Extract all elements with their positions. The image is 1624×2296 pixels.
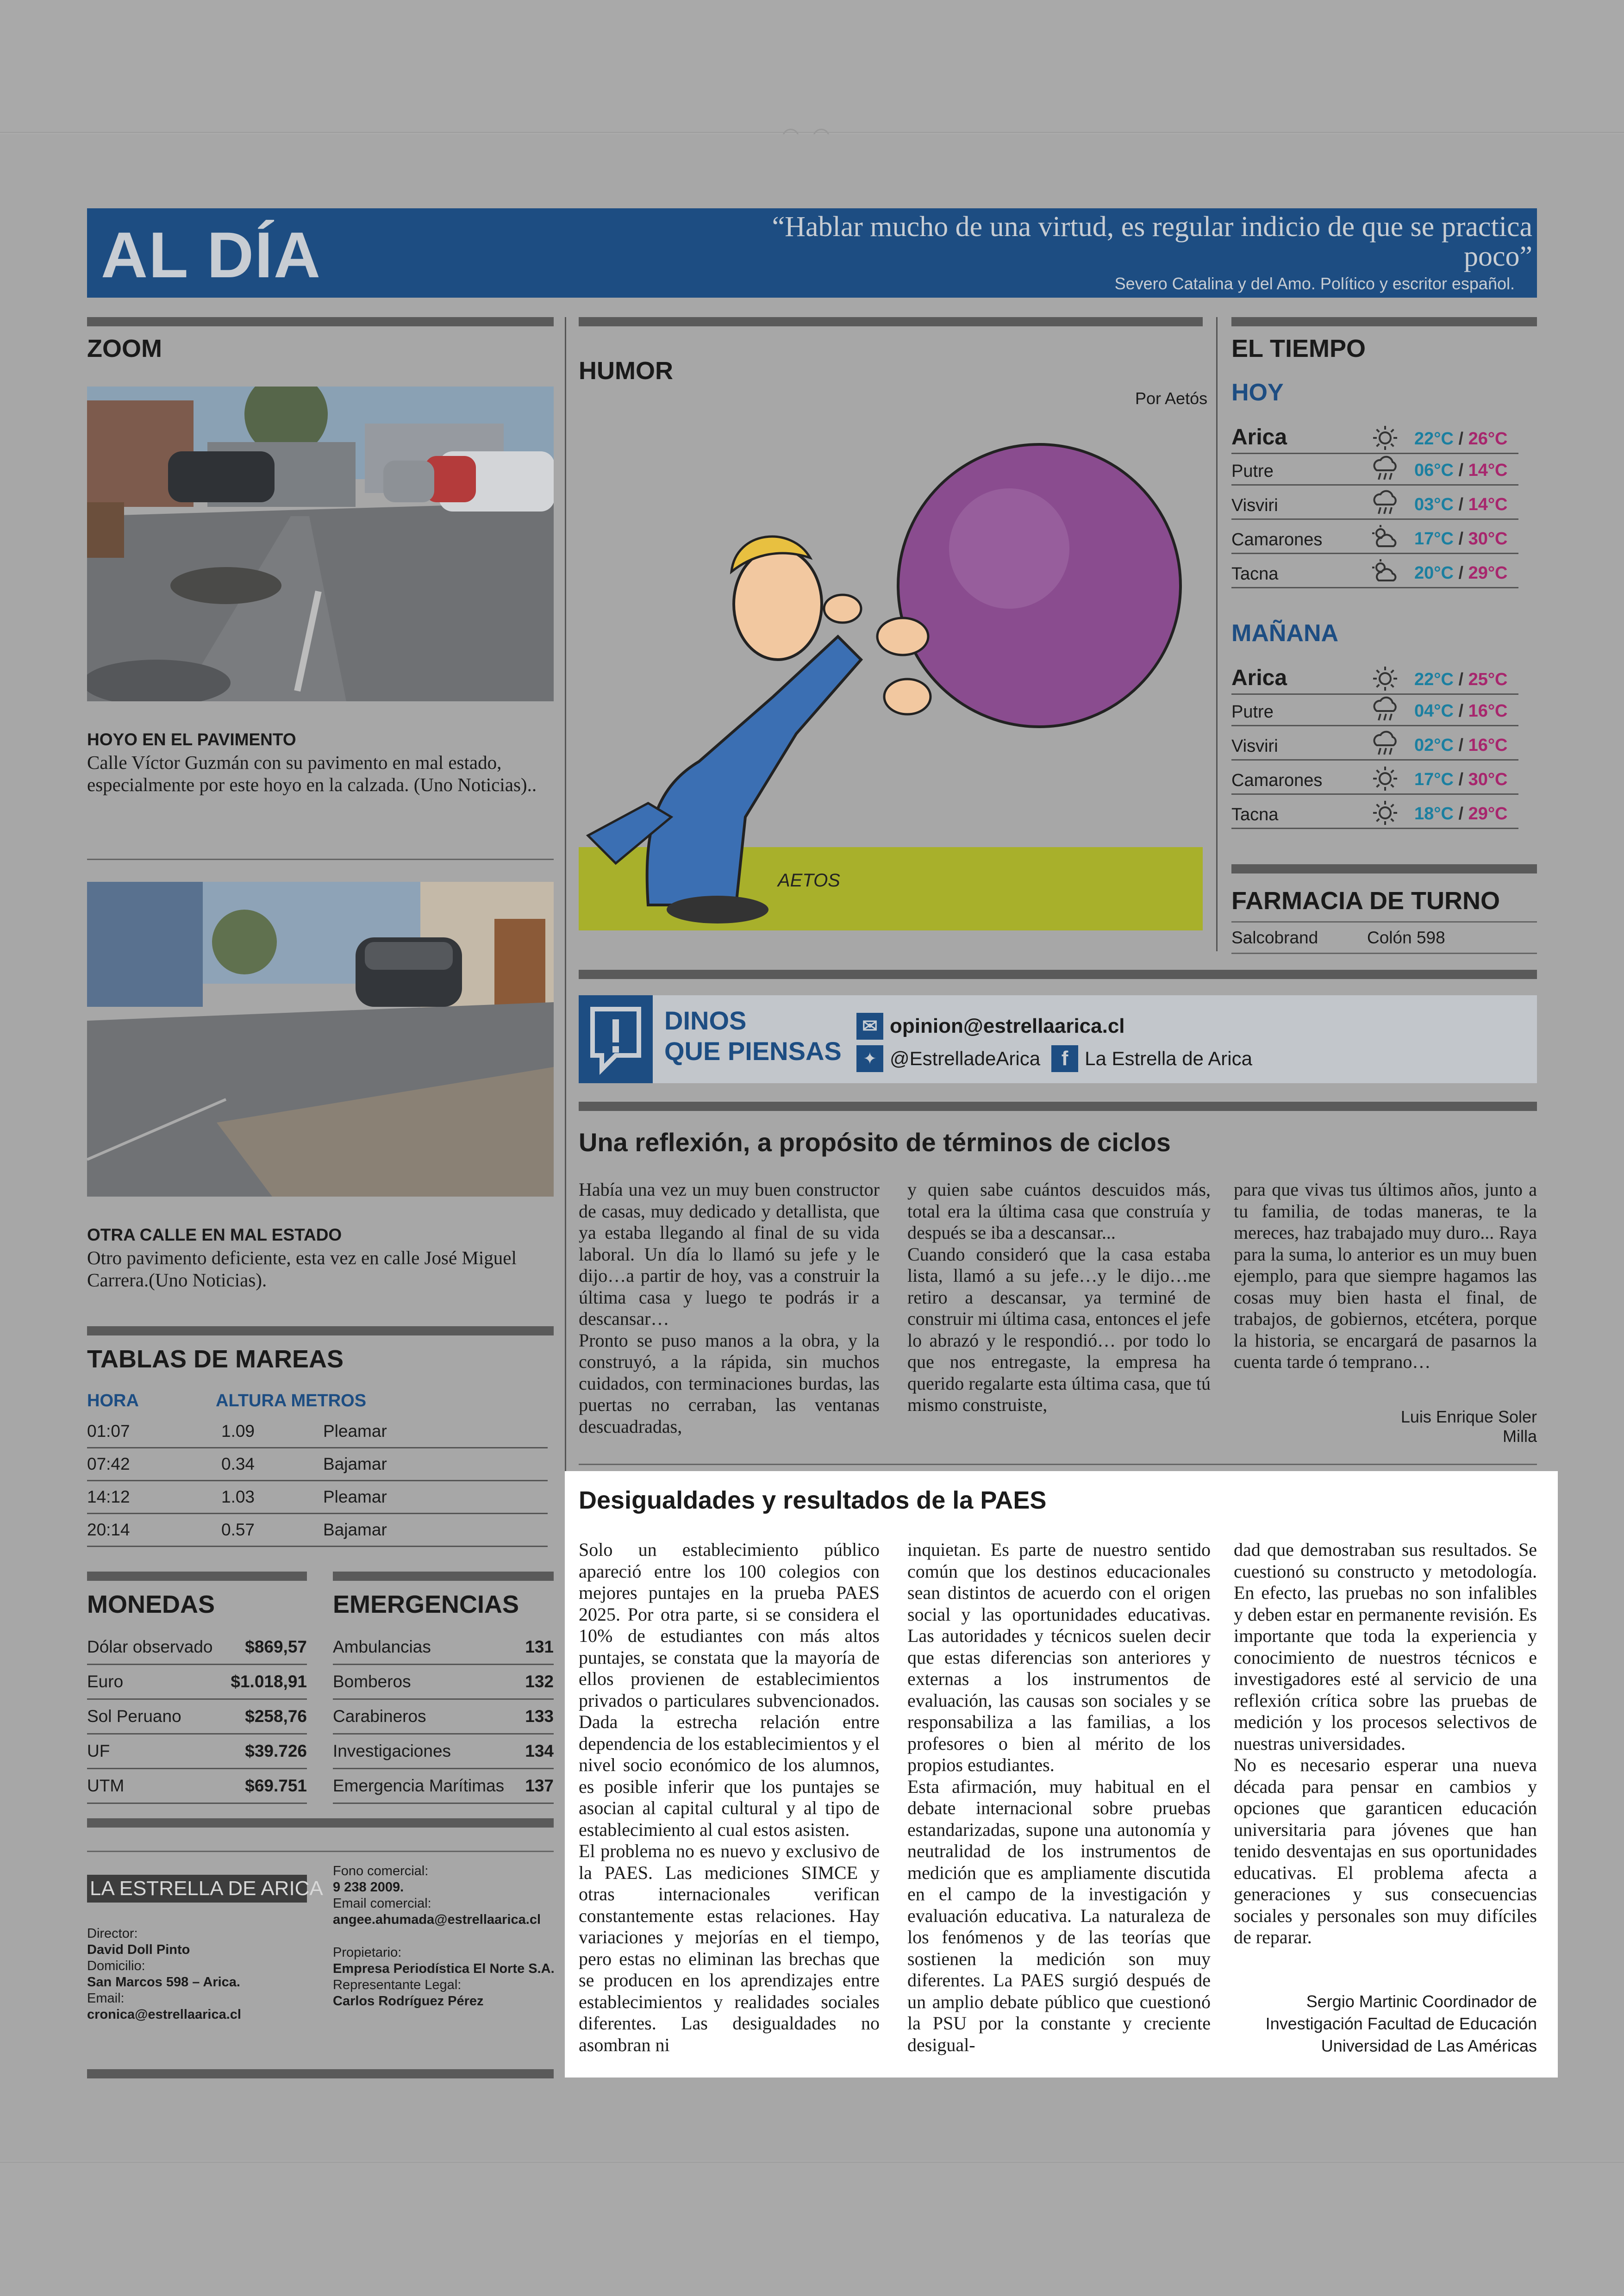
contact-social-row [856,1045,1252,1072]
humor-cartoon [579,419,1203,930]
header-quote: “Hablar mucho de una virtud, es regular indicio de que se practica poco” [772,211,1532,272]
weather-city: Visviri [1231,496,1278,515]
table-row [87,1699,307,1734]
weather-title: EL TIEMPO [1231,335,1366,362]
emergencies-table [333,1630,554,1804]
table-row [87,1514,548,1547]
table-row [87,1416,548,1448]
owner-label: Propietario: [333,1945,402,1960]
currency-name: Dólar observado [87,1630,224,1665]
owner: Empresa Periodística El Norte S.A. [333,1961,555,1976]
masthead-rule [87,1818,554,1828]
currency-name: Euro [87,1665,224,1699]
bottom-rule [87,2069,554,2078]
weather-temps [1414,563,1508,583]
pharmacy-title: FARMACIA DE TURNO [1231,887,1500,915]
divider [579,1464,1537,1465]
column-separator [1216,317,1218,951]
temp-min: 22°C [1414,670,1454,689]
facebook-icon: f [1051,1045,1078,1072]
weather-city: Arica [1231,666,1287,690]
emergency-name: Bomberos [333,1665,522,1699]
tide-type: Pleamar [323,1481,548,1514]
article2-author-line2: Investigación Facultad de Educación [1265,2014,1537,2033]
weather-row [1231,794,1518,829]
tide-height: 0.57 [221,1514,323,1547]
contact-heading [664,1005,842,1067]
temp-max: 26°C [1468,429,1508,449]
email-label: Email: [87,1991,125,2006]
weather-temps [1414,461,1508,480]
weather-city: Tacna [1231,564,1279,584]
currency-name: UF [87,1734,224,1769]
email[interactable]: cronica@estrellaarica.cl [87,2007,241,2022]
article2-author-line1: Sergio Martinic Coordinador de [1306,1992,1537,2011]
emergency-number: 131 [522,1630,554,1665]
tides-col-height: ALTURA METROS [216,1391,367,1410]
article1-author: Luis Enrique Soler Milla [1400,1407,1537,1446]
divider [87,1851,554,1852]
weather-city: Putre [1231,462,1274,481]
zoom-title: ZOOM [87,335,162,362]
zoom-photo-1 [87,387,554,701]
tides-table [87,1416,548,1547]
masthead-right [333,1863,555,2009]
masthead-left [87,1926,305,2023]
temp-max: 29°C [1468,563,1508,583]
temp-separator: / [1453,804,1468,824]
weather-row [1231,485,1518,520]
weather-city: Camarones [1231,771,1323,790]
contact-facebook[interactable]: La Estrella de Arica [1085,1048,1252,1069]
temp-separator: / [1453,429,1468,449]
tide-time: 01:07 [87,1416,221,1448]
temp-min: 06°C [1414,461,1454,480]
temp-separator: / [1453,701,1468,721]
table-row [87,1481,548,1514]
humor-title: HUMOR [579,357,673,385]
temp-max: 16°C [1468,701,1508,721]
weather-row [1231,726,1518,761]
weather-temps [1414,770,1508,790]
temp-min: 17°C [1414,770,1454,789]
article1-rule [579,1102,1537,1111]
tide-height: 0.34 [221,1448,323,1481]
director-name: David Doll Pinto [87,1942,190,1957]
sun-icon [1370,664,1400,692]
temp-separator: / [1453,529,1468,549]
emergency-name: Ambulancias [333,1630,522,1665]
contact-rule [579,970,1537,979]
legal-representative: Carlos Rodríguez Pérez [333,1994,484,2009]
tide-height: 1.03 [221,1481,323,1514]
temp-max: 14°C [1468,461,1508,480]
temp-separator: / [1453,736,1468,755]
zoom-photo-2 [87,882,554,1197]
table-row [87,1734,307,1769]
sun-icon [1370,798,1400,826]
emergencies-rule [333,1572,554,1581]
pharmacy-name: Salcobrand [1231,928,1318,947]
newspaper-logo: LA ESTRELLA DE ARICA [87,1875,307,1903]
phone-label: Fono comercial: [333,1864,429,1878]
table-row [333,1630,554,1665]
temp-separator: / [1453,495,1468,514]
address-label: Domicilio: [87,1959,145,1973]
article2-author [1234,1990,1537,2057]
table-row [333,1734,554,1769]
temp-separator: / [1453,461,1468,480]
temp-separator: / [1453,770,1468,789]
rain-cloud-icon [1370,489,1400,517]
emergency-number: 134 [522,1734,554,1769]
contact-email[interactable]: opinion@estrellaarica.cl [890,1015,1125,1037]
weather-row [1231,760,1518,795]
temp-max: 30°C [1468,529,1508,549]
contact-heading-line2: QUE PIENSAS [664,1036,842,1066]
photo1-heading: HOYO EN EL PAVIMENTO [87,730,296,749]
weather-temps [1414,670,1508,690]
contact-email-row[interactable] [856,1013,1125,1040]
weather-temps [1414,529,1508,549]
weather-row [1231,417,1518,454]
article1-title: Una reflexión, a propósito de términos de ciclos [579,1128,1171,1157]
rain-cloud-icon [1370,695,1400,723]
emergency-number: 133 [522,1699,554,1734]
address: San Marcos 598 – Arica. [87,1975,240,1990]
mail-icon: ✉ [856,1013,883,1040]
table-row [333,1769,554,1803]
currency-value: $258,76 [224,1699,307,1734]
emergency-name: Carabineros [333,1699,522,1734]
table-row [333,1699,554,1734]
article2-author-line3: Universidad de Las Américas [1321,2036,1537,2055]
divider [1231,921,1537,923]
article1-col2: y quien sabe cuántos descuidos más, total era la última casa que construía y después se iba a descansar... Cuando consideró que la casa estaba lista, llamó a su jefe…y le dijo…me retiro a descansar, ya terminé de construir mi última casa, entonces el jefe lo abrazó y le respondió… por todo lo que nos entregaste, la empresa ha querido regalarte esta última casa, que tú mismo construiste, [907,1179,1211,1415]
emergency-name: Emergencia Marítimas [333,1769,522,1803]
emergencies-title: EMERGENCIAS [333,1591,519,1618]
currencies-table [87,1630,307,1804]
temp-min: 17°C [1414,529,1454,549]
commercial-email[interactable]: angee.ahumada@estrellaarica.cl [333,1912,541,1927]
pharmacy-address: Colón 598 [1367,928,1445,947]
tides-title: TABLAS DE MAREAS [87,1345,344,1373]
tide-type: Bajamar [323,1514,548,1547]
photo1-caption: Calle Víctor Guzmán con su pavimento en mal estado, especialmente por este hoyo en la calzada. (Uno Noticias).. [87,752,537,795]
temp-separator: / [1453,670,1468,689]
article1-col3: para que vivas tus últimos años, junto a tu familia, de todas maneras, te la mereces, haz trabajado muy duro... Raya para la suma, lo anterior es un muy buen ejemplo, para que siempre hagamos las cosas muy bien hasta el final, de trabajos, de gobiernos, etcétera, porque la historia, se encargará de pasarnos la cuenta tarde ó temprano… [1234,1179,1537,1372]
weather-temps [1414,804,1508,824]
weather-tomorrow-list [1231,657,1518,842]
weather-row [1231,692,1518,726]
weather-rule [1231,317,1537,326]
sun-icon [1370,423,1400,451]
tides-col-hour: HORA [87,1391,139,1410]
contact-icon-block [579,995,653,1083]
weather-temps [1414,429,1508,449]
humor-rule [579,317,1203,326]
weather-row [1231,657,1518,695]
article1-col1: Había una vez un muy buen constructor de casas, muy dedicado y detallista, que ya estaba llegando al final de su vida laboral. Un día lo llamó su jefe y le dijo…a partir de hoy, vas a construir la última casa y luego te podrás ir a descansar… Pronto se puso manos a la obra, y la construyó, a la rápida, sin muchos cuidados, con terminaciones burdas, las puertas no cerraban, las ventanas descuadradas, [579,1179,880,1437]
temp-max: 14°C [1468,495,1508,514]
weather-today-list [1231,417,1518,602]
tide-height: 1.09 [221,1416,323,1448]
article2-col1: Solo un establecimiento público apareció entre los 100 colegios con mejores puntajes en la prueba PAES 2025. Por otra parte, si se considera el 10% de estudiantes con más altos puntajes, se constata que la mayoría de ellos provienen de establecimientos privados o particulares subvencionados. Dada la estrecha relación entre dependencia de los establecimientos y el nivel socio económico de los alumnos, es posible inferir que los puntajes se asocian al capital cultural y al tipo de establecimiento al cual estos asisten. El problema no es nuevo y exclusivo de la PAES. Las mediciones SIMCE y otras internacionales verifican constantemente estas relaciones. Hay variaciones y mejorías en el tiempo, pero estas no eliminan las brechas que se producen en los aprendizajes entre establecimientos y realidades sociales diferentes. Las desigualdades no asombran ni [579,1539,880,2055]
table-row [333,1665,554,1699]
weather-temps [1414,701,1508,721]
temp-max: 25°C [1468,670,1508,689]
weather-row [1231,554,1518,588]
commercial-email-label: Email comercial: [333,1896,431,1911]
article2-col3: dad que demostraban sus resultados. Se cuestionó su constructo y metodología. En efecto, las pruebas no son infalibles y deben estar en permanente revisión. Es importante que toda la experiencia y conocimiento de nuestros técnicos e investigadores esté al servicio de una reflexión crítica sobre las pruebas de medición y los procesos selectivos de nuestras universidades. No es necesario esperar una nueva década para pensar en cambios y opciones que garanticen educación universitaria para jóvenes que han tenido desventajas en sus oportunidades educativas. El problema afecta a generaciones y sus consecuencias sociales y personales son muy difíciles de reparar. [1234,1539,1537,1947]
director-label: Director: [87,1926,138,1941]
rain-cloud-icon [1370,455,1400,482]
table-row [87,1665,307,1699]
currency-value: $1.018,91 [224,1665,307,1699]
partly-cloudy-icon [1370,557,1400,585]
tide-time: 14:12 [87,1481,221,1514]
weather-city: Arica [1231,425,1287,449]
contact-twitter[interactable]: @EstrelladeArica [890,1048,1041,1069]
temp-min: 18°C [1414,804,1454,824]
contact-box [579,995,1537,1083]
sun-icon [1370,764,1400,792]
speech-bubble-icon [579,995,653,1083]
rain-cloud-icon [1370,730,1400,757]
photo2-heading: OTRA CALLE EN MAL ESTADO [87,1225,342,1244]
currency-name: Sol Peruano [87,1699,224,1734]
weather-temps [1414,495,1508,515]
emergency-number: 137 [522,1769,554,1803]
divider [87,859,554,860]
contact-heading-line1: DINOS [664,1006,747,1035]
article2-title: Desigualdades y resultados de la PAES [579,1486,1047,1514]
temp-max: 30°C [1468,770,1508,789]
divider [1231,953,1537,954]
humor-byline: Por Aetós [1135,389,1208,408]
table-row [87,1448,548,1481]
phone: 9 238 2009. [333,1880,404,1895]
tide-type: Bajamar [323,1448,548,1481]
currency-value: $869,57 [224,1630,307,1665]
tide-time: 20:14 [87,1514,221,1547]
temp-min: 20°C [1414,563,1454,583]
twitter-icon: ✦ [856,1045,883,1072]
photo2-caption: Otro pavimento deficiente, esta vez en calle José Miguel Carrera.(Uno Noticias). [87,1247,517,1291]
temp-min: 02°C [1414,736,1454,755]
viewer-top-bar [0,0,1624,133]
weather-city: Tacna [1231,805,1279,824]
tide-time: 07:42 [87,1448,221,1481]
temp-min: 03°C [1414,495,1454,514]
currencies-title: MONEDAS [87,1591,215,1618]
table-row [87,1769,307,1803]
temp-separator: / [1453,563,1468,583]
currency-value: $69.751 [224,1769,307,1803]
legal-label: Representante Legal: [333,1978,462,1992]
currency-name: UTM [87,1769,224,1803]
weather-city: Visviri [1231,736,1278,756]
weather-city: Putre [1231,702,1274,722]
weather-temps [1414,736,1508,755]
weather-today-label: HOY [1231,379,1284,406]
weather-tomorrow-label: MAÑANA [1231,620,1339,647]
temp-min: 22°C [1414,429,1454,449]
temp-max: 16°C [1468,736,1508,755]
partly-cloudy-icon [1370,523,1400,551]
article2-col2: inquietan. Es parte de nuestro sentido común que los destinos educacionales sean distintos de acuerdo con el origen social y las oportunidades educativas. Las autoridades y técnicos suelen decir que estas diferencias son anteriores y externas a los instrumentos de evaluación, las causas son sociales y se responsabiliza a las familias, a los profesores o bien al mérito de los propios estudiantes. Esta afirmación, muy habitual en el debate internacional sobre pruebas estandarizadas, supone una autonomía y neutralidad de los instrumentos de medición que es ampliamente discutida en el campo de la investigación y evaluación educativa. La naturaleza de los fenómenos y de las teorías que sostienen la medición son muy diferentes. La PAES surgió después de un amplio debate público que cuestionó la PSU por la constante y creciente desigual- [907,1539,1211,2055]
weather-city: Camarones [1231,530,1323,549]
currency-value: $39.726 [224,1734,307,1769]
weather-row [1231,451,1518,486]
pharmacy-rule [1231,864,1537,873]
section-header [87,208,1537,298]
temp-min: 04°C [1414,701,1454,721]
tide-type: Pleamar [323,1416,548,1448]
weather-row [1231,519,1518,554]
temp-max: 29°C [1468,804,1508,824]
table-row [87,1630,307,1665]
emergency-name: Investigaciones [333,1734,522,1769]
emergency-number: 132 [522,1665,554,1699]
section-title: AL DÍA [101,218,322,291]
viewer-bottom-bar [0,2162,1624,2296]
header-quote-author: Severo Catalina y del Amo. Político y escritor español. [1114,274,1515,293]
currencies-rule [87,1572,307,1581]
zoom-rule [87,317,554,326]
cartoon-signature: AETOS [778,870,840,891]
tides-rule [87,1326,554,1335]
